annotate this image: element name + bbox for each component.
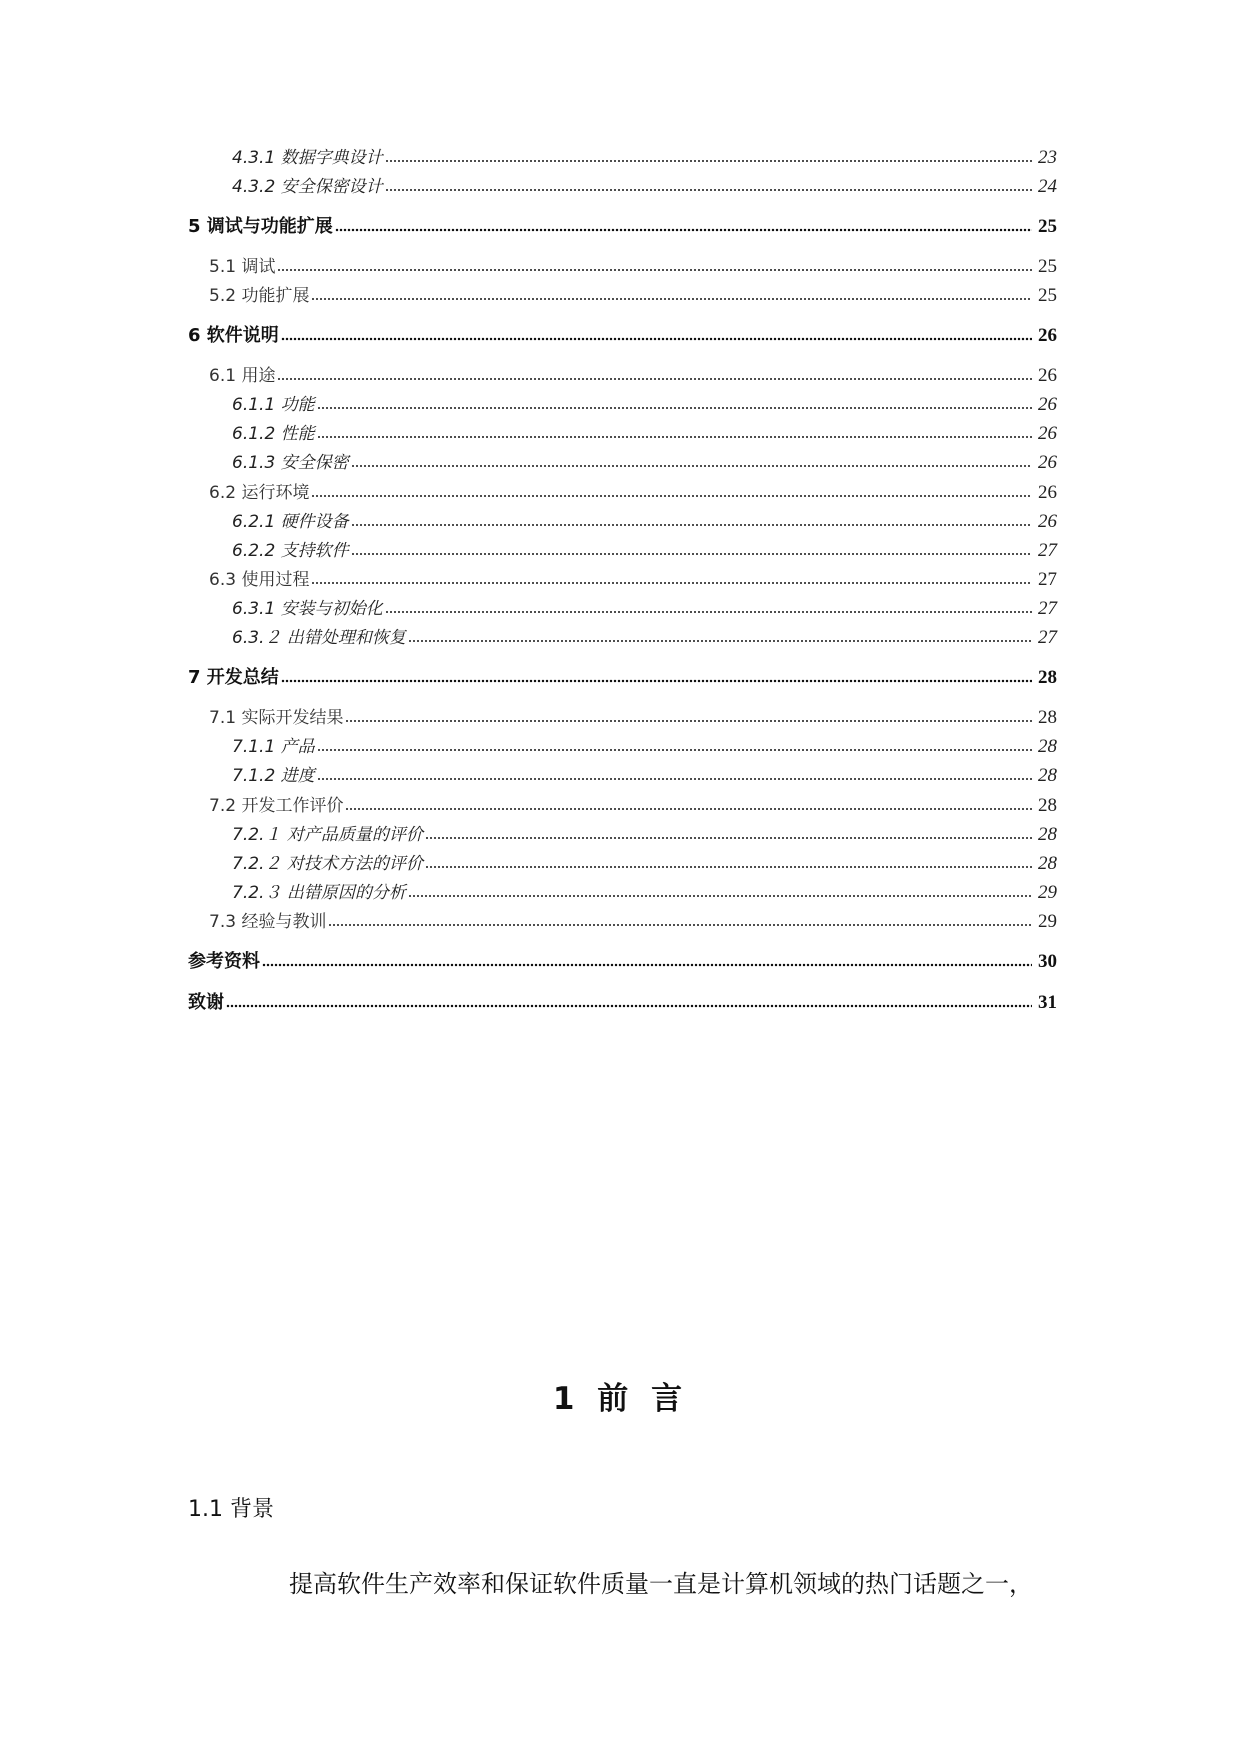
- toc-entry-page-number: 27: [1038, 627, 1057, 648]
- toc-entry-label: 7.3 经验与教训: [209, 912, 327, 932]
- toc-entry[interactable]: [0, 726, 1057, 756]
- toc-dot-leader: [351, 552, 1032, 556]
- toc-entry-page-number: 29: [1038, 882, 1057, 903]
- toc-dot-leader: [408, 639, 1032, 643]
- toc-entry-page-number: 27: [1038, 598, 1057, 619]
- toc-entry[interactable]: [0, 901, 1057, 931]
- toc-entry-page-number: 28: [1038, 765, 1057, 786]
- toc-entry-page-number: 25: [1038, 256, 1057, 277]
- toc-dot-leader: [328, 923, 1032, 927]
- toc-entry-page-number: 26: [1038, 511, 1057, 532]
- toc-entry-page-number: 31: [1038, 992, 1057, 1013]
- toc-entry-page-number: 26: [1038, 365, 1057, 386]
- toc-entry-page-number: 23: [1038, 147, 1057, 168]
- toc-dot-leader: [281, 337, 1032, 341]
- toc-dot-leader: [277, 377, 1032, 381]
- toc-dot-leader: [277, 268, 1032, 272]
- toc-entry[interactable]: [0, 501, 1057, 531]
- toc-entry-page-number: 28: [1038, 736, 1057, 757]
- toc-entry-page-number: 26: [1038, 423, 1057, 444]
- toc-dot-leader: [425, 836, 1032, 840]
- toc-entry-label: 6.2.2 支持软件: [232, 541, 349, 561]
- chapter-heading: 1 前 言: [552, 1381, 689, 1417]
- toc-entry-label: 6 软件说明: [188, 325, 279, 346]
- toc-entry-label: 7.1.1 产品: [232, 737, 315, 757]
- toc-entry[interactable]: [0, 442, 1057, 472]
- toc-entry-page-number: 26: [1038, 482, 1057, 503]
- toc-dot-leader: [385, 188, 1032, 192]
- toc-entry-page-number: 24: [1038, 176, 1057, 197]
- toc-dot-leader: [281, 679, 1032, 683]
- toc-dot-leader: [345, 807, 1032, 811]
- toc-entry-label: 5.2 功能扩展: [209, 286, 310, 306]
- toc-entry-label: 7.1.2 进度: [232, 766, 315, 786]
- toc-dot-leader: [335, 228, 1032, 232]
- toc-entry-label: 7.2.３ 出错原因的分析: [232, 883, 406, 903]
- toc-entry-label: 7.2.１ 对产品质量的评价: [232, 825, 423, 845]
- toc-entry-label: 参考资料: [188, 951, 260, 972]
- toc-dot-leader: [317, 435, 1032, 439]
- toc-entry-label: 7 开发总结: [188, 667, 279, 688]
- toc-entry[interactable]: [0, 755, 1057, 785]
- toc-entry[interactable]: [0, 275, 1057, 305]
- toc-dot-leader: [317, 777, 1032, 781]
- toc-entry-label: 致谢: [188, 992, 224, 1013]
- toc-dot-leader: [262, 963, 1032, 967]
- toc-dot-leader: [385, 159, 1032, 163]
- toc-dot-leader: [408, 894, 1032, 898]
- toc-entry[interactable]: [0, 559, 1057, 589]
- toc-entry-label: 5.1 调试: [209, 257, 276, 277]
- toc-entry-label: 6.1.1 功能: [232, 395, 315, 415]
- toc-entry[interactable]: [0, 166, 1057, 196]
- toc-entry-label: 6.1.3 安全保密: [232, 453, 349, 473]
- toc-entry-label: 4.3.1 数据字典设计: [232, 148, 383, 168]
- section-heading: 1.1 背景: [188, 1497, 274, 1522]
- toc-dot-leader: [425, 865, 1032, 869]
- toc-entry-label: 7.1 实际开发结果: [209, 708, 344, 728]
- toc-entry-label: 7.2.２ 对技术方法的评价: [232, 854, 423, 874]
- toc-entry[interactable]: [0, 355, 1057, 385]
- toc-entry-page-number: 25: [1038, 285, 1057, 306]
- toc-entry-page-number: 27: [1038, 569, 1057, 590]
- toc-entry[interactable]: [0, 472, 1057, 502]
- toc-entry[interactable]: [0, 814, 1057, 844]
- toc-entry-label: 6.3.２ 出错处理和恢复: [232, 628, 406, 648]
- toc-entry-label: 7.2 开发工作评价: [209, 796, 344, 816]
- toc-entry-label: 4.3.2 安全保密设计: [232, 177, 383, 197]
- toc-dot-leader: [345, 719, 1032, 723]
- toc-entry-page-number: 26: [1038, 452, 1057, 473]
- toc-entry-page-number: 30: [1038, 951, 1057, 972]
- toc-entry[interactable]: [0, 941, 1057, 971]
- toc-entry-page-number: 28: [1038, 707, 1057, 728]
- toc-entry[interactable]: [0, 657, 1057, 687]
- body-paragraph: 提高软件生产效率和保证软件质量一直是计算机领域的热门话题之一，: [289, 1570, 1033, 1598]
- toc-entry-label: 6.1.2 性能: [232, 424, 315, 444]
- toc-dot-leader: [351, 523, 1032, 527]
- toc-entry[interactable]: [0, 206, 1057, 236]
- toc-dot-leader: [311, 494, 1032, 498]
- toc-entry-label: 6.3.1 安装与初始化: [232, 599, 383, 619]
- toc-entry-page-number: 29: [1038, 911, 1057, 932]
- toc-entry[interactable]: [0, 872, 1057, 902]
- toc-entry-page-number: 26: [1038, 325, 1057, 346]
- toc-dot-leader: [351, 464, 1032, 468]
- toc-dot-leader: [317, 406, 1032, 410]
- toc-entry[interactable]: [0, 246, 1057, 276]
- toc-entry-label: 6.3 使用过程: [209, 570, 310, 590]
- toc-entry-label: 6.1 用途: [209, 366, 276, 386]
- toc-dot-leader: [226, 1004, 1032, 1008]
- toc-entry[interactable]: [0, 843, 1057, 873]
- toc-entry[interactable]: [0, 384, 1057, 414]
- toc-entry[interactable]: [0, 413, 1057, 443]
- toc-entry-page-number: 28: [1038, 853, 1057, 874]
- toc-entry[interactable]: [0, 785, 1057, 815]
- toc-dot-leader: [311, 581, 1032, 585]
- toc-entry-page-number: 25: [1038, 216, 1057, 237]
- toc-entry-page-number: 27: [1038, 540, 1057, 561]
- toc-dot-leader: [385, 610, 1032, 614]
- toc-entry-page-number: 28: [1038, 824, 1057, 845]
- toc-entry-label: 6.2 运行环境: [209, 483, 310, 503]
- toc-entry-label: 6.2.1 硬件设备: [232, 512, 349, 532]
- toc-entry-page-number: 28: [1038, 795, 1057, 816]
- toc-entry[interactable]: [0, 315, 1057, 345]
- toc-entry-label: 5 调试与功能扩展: [188, 216, 333, 237]
- toc-entry[interactable]: [0, 617, 1057, 647]
- toc-entry[interactable]: [0, 137, 1057, 167]
- toc-dot-leader: [317, 748, 1032, 752]
- toc-entry[interactable]: [0, 588, 1057, 618]
- toc-dot-leader: [311, 297, 1032, 301]
- toc-entry-page-number: 26: [1038, 394, 1057, 415]
- toc-entry[interactable]: [0, 982, 1057, 1012]
- toc-entry-page-number: 28: [1038, 667, 1057, 688]
- toc-entry[interactable]: [0, 697, 1057, 727]
- toc-entry[interactable]: [0, 530, 1057, 560]
